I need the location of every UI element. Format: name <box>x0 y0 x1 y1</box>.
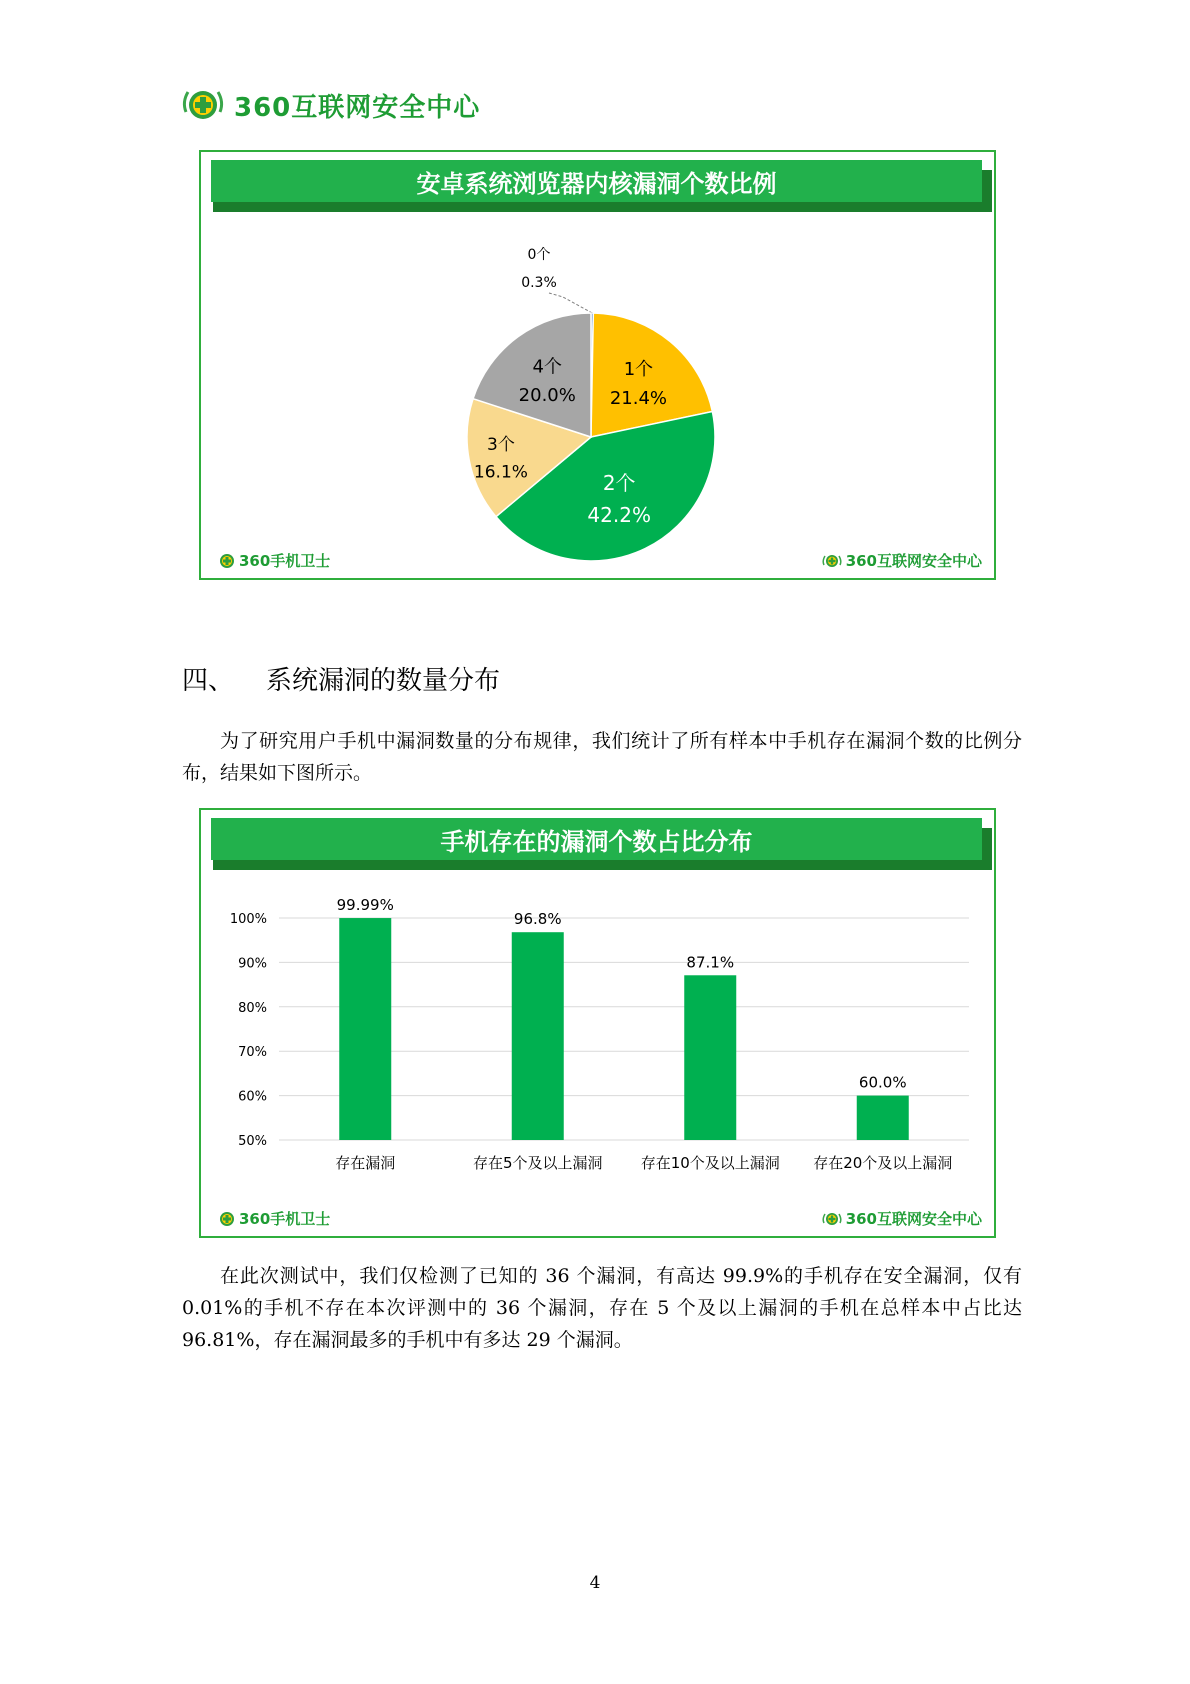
x-category-label: 存在10个及以上漏洞 <box>640 1154 780 1172</box>
bar-chart-title: 手机存在的漏洞个数占比分布 <box>211 818 982 860</box>
section-number: 四、 <box>182 666 235 696</box>
y-tick-label: 90% <box>238 956 267 972</box>
page-number: 4 <box>589 1573 601 1593</box>
footer-logo-right: 360互联网安全中心 <box>822 1208 982 1229</box>
pie-slice-name: 1个 <box>623 359 654 381</box>
pie-chart-title: 安卓系统浏览器内核漏洞个数比例 <box>211 160 982 202</box>
y-tick-label: 60% <box>238 1089 267 1105</box>
section-title: 系统漏洞的数量分布 <box>266 666 501 696</box>
bar <box>339 918 391 1140</box>
logo-emblem-icon <box>180 82 226 128</box>
x-category-label: 存在5个及以上漏洞 <box>472 1154 603 1172</box>
pie-slice-label: 42.2% <box>587 502 651 527</box>
y-tick-label: 50% <box>238 1134 267 1149</box>
pie-slice-label: 20.0% <box>518 385 576 407</box>
y-tick-label: 80% <box>238 1000 267 1016</box>
x-category-label: 存在20个及以上漏洞 <box>813 1154 953 1172</box>
pie-slice-label: 16.1% <box>473 462 528 483</box>
paragraph-intro: 为了研究用户手机中漏洞数量的分布规律，我们统计了所有样本中手机存在漏洞个数的比例分布，结果如下图所示。 <box>182 730 1022 784</box>
bar-chart-panel <box>199 808 996 1238</box>
bar-chart <box>201 888 994 1218</box>
logo-small-icon <box>219 553 235 569</box>
y-tick-label: 70% <box>238 1045 267 1061</box>
bar <box>857 1096 909 1140</box>
bar-value-label: 99.99% <box>336 896 394 915</box>
pie-chart <box>201 222 994 562</box>
header-logo <box>180 82 480 128</box>
pie-slice-label: 21.4% <box>609 387 668 409</box>
pie-chart-panel <box>199 150 996 580</box>
footer-logo-right: 360互联网安全中心 <box>822 550 982 571</box>
x-category-label: 存在漏洞 <box>335 1154 396 1172</box>
logo-small-emblem-icon <box>822 552 842 570</box>
logo-small-icon <box>219 1211 235 1227</box>
header-logo-text: 360互联网安全中心 <box>234 92 481 123</box>
bar-value-label: 87.1% <box>686 953 735 972</box>
paragraph-results: 在此次测试中，我们仅检测了已知的 36 个漏洞，有高达 99.9%的手机存在安全漏洞，仅有 0.01%的手机不存在本次评测中的 36 个漏洞，存在 5 个及以上漏洞的手机在总样本中占比达 96.81%，存在漏洞最多的手机中有多达 29 个漏洞。 <box>182 1265 1022 1351</box>
bar <box>684 975 736 1140</box>
pie-slice-name: 4个 <box>532 356 562 378</box>
y-tick-label: 100% <box>229 912 267 927</box>
pie-slice-name: 3个 <box>487 435 515 456</box>
logo-small-emblem-icon <box>822 1210 842 1228</box>
footer-logo-left: 360手机卫士 <box>219 550 330 571</box>
section-heading <box>182 660 500 697</box>
pie-leader-line <box>549 293 592 313</box>
pie-slice-label: 0.3% <box>521 275 557 291</box>
pie-slice-name: 2个 <box>602 470 636 495</box>
bar <box>512 932 564 1140</box>
bar-value-label: 96.8% <box>513 910 562 929</box>
pie-slice-name: 0个 <box>527 247 551 263</box>
bar-value-label: 60.0% <box>858 1073 907 1092</box>
footer-logo-left: 360手机卫士 <box>219 1208 330 1229</box>
